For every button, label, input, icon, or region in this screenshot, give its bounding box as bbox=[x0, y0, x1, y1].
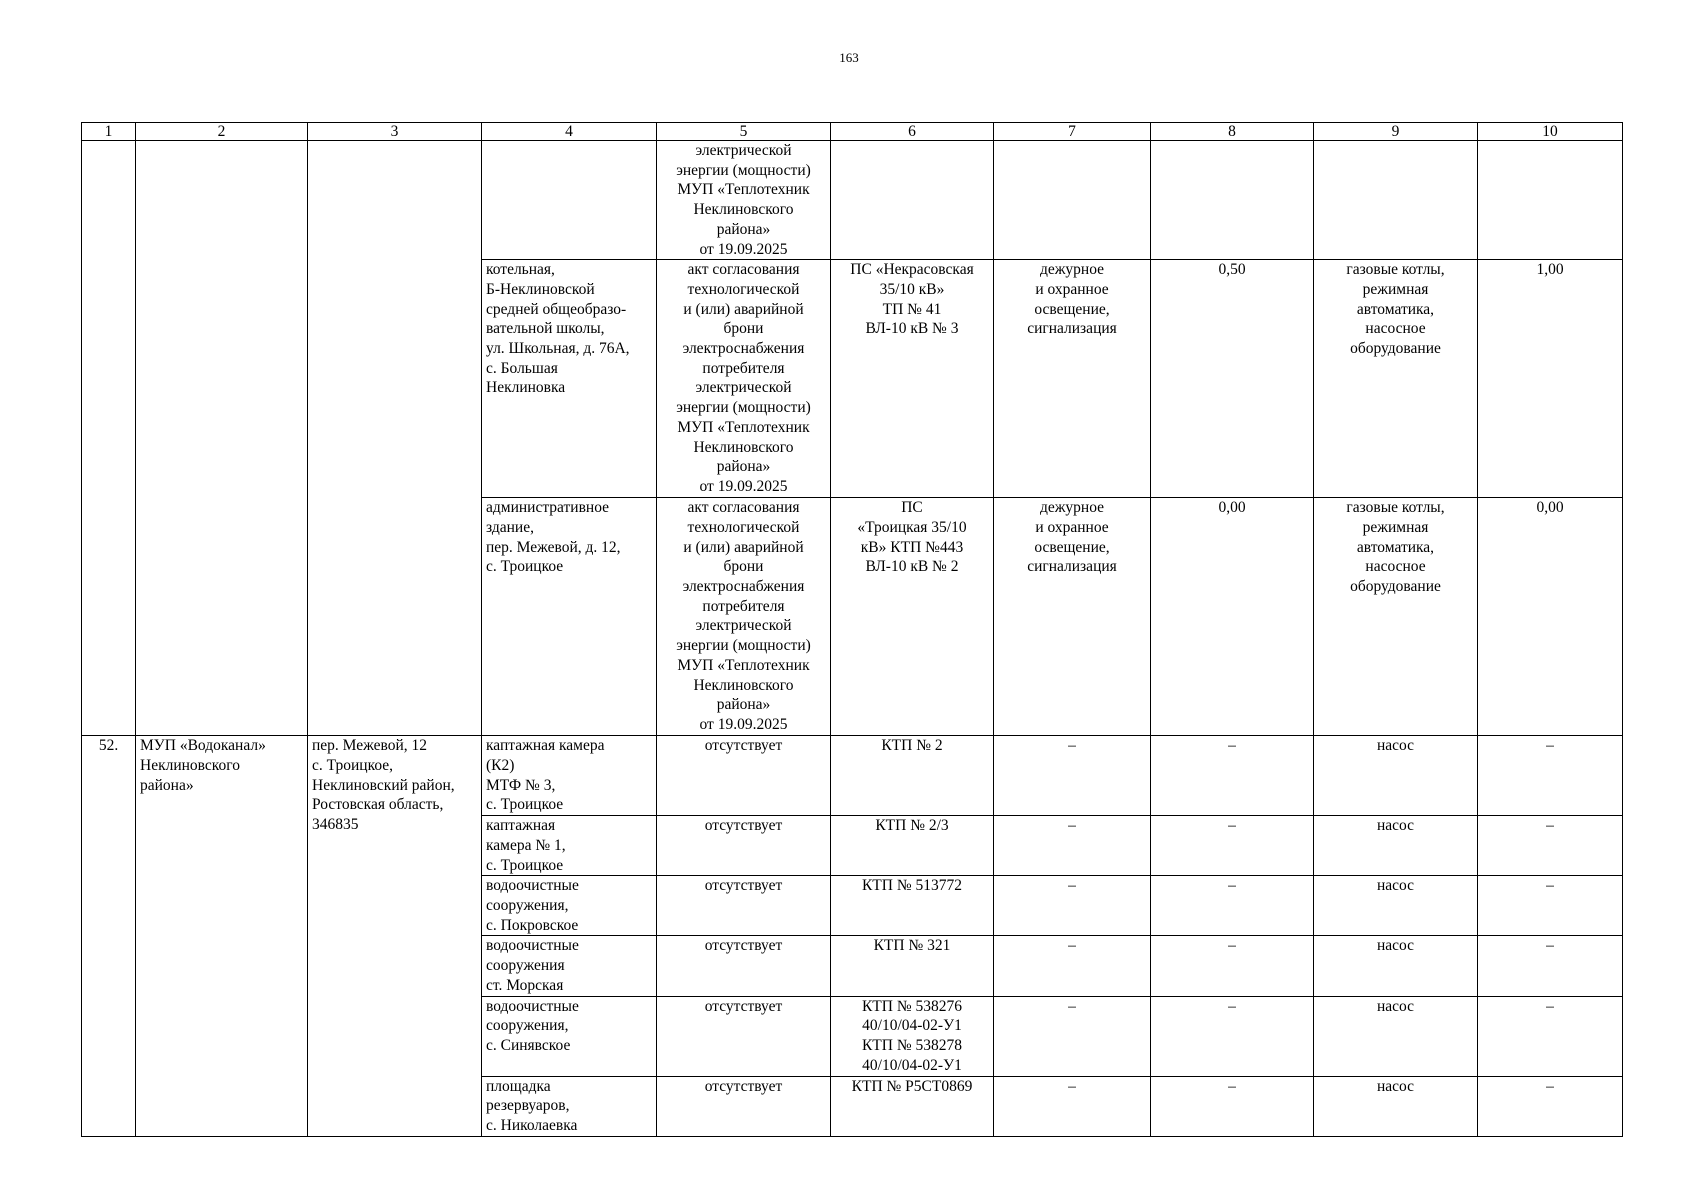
cell-dash-7: – bbox=[994, 1076, 1151, 1136]
header-cell-7: 7 bbox=[994, 123, 1151, 141]
cell-object: административное здание, пер. Межевой, д. 12, с. Троицкое bbox=[482, 498, 657, 736]
cell-dash-10: – bbox=[1478, 736, 1623, 816]
header-cell-8: 8 bbox=[1151, 123, 1314, 141]
cell-num-empty bbox=[82, 141, 136, 736]
cell-equipment: насос bbox=[1314, 736, 1478, 816]
cell-dash-10: – bbox=[1478, 936, 1623, 996]
cell-dash-7: – bbox=[994, 996, 1151, 1076]
header-cell-2: 2 bbox=[136, 123, 308, 141]
cell-value-8: 0,00 bbox=[1151, 498, 1314, 736]
cell-reserve-act: отсутствует bbox=[657, 736, 831, 816]
header-cell-9: 9 bbox=[1314, 123, 1478, 141]
cell-empty-9 bbox=[1314, 141, 1478, 260]
cell-dash-8: – bbox=[1151, 1076, 1314, 1136]
cell-equipment: газовые котлы, режимная автоматика, насосное оборудование bbox=[1314, 498, 1478, 736]
cell-empty-7 bbox=[994, 141, 1151, 260]
cell-row-number: 52. bbox=[82, 736, 136, 1136]
cell-object: каптажная камера (К2) МТФ № 3, с. Троицкое bbox=[482, 736, 657, 816]
cell-power-source: КТП № 513772 bbox=[831, 876, 994, 936]
cell-object: водоочистные сооружения ст. Морская bbox=[482, 936, 657, 996]
cell-power-source: КТП № 321 bbox=[831, 936, 994, 996]
cell-reserve-act: электрической энергии (мощности) МУП «Теплотехник Неклиновского района» от 19.09.2025 bbox=[657, 141, 831, 260]
cell-object: водоочистные сооружения, с. Синявское bbox=[482, 996, 657, 1076]
cell-reserve-act: акт согласования технологической и (или) аварийной брони электроснабжения потребителя электрической энергии (мощности) МУП «Теплотехник Неклиновского района» от 19.09.2025 bbox=[657, 260, 831, 498]
cell-organization: МУП «Водоканал» Неклиновского района» bbox=[136, 736, 308, 1136]
cell-power-source: КТП № 2/3 bbox=[831, 816, 994, 876]
cell-dash-10: – bbox=[1478, 996, 1623, 1076]
document-table bbox=[81, 122, 1623, 1137]
cell-dash-7: – bbox=[994, 736, 1151, 816]
cell-power-source: КТП № 538276 40/10/04-02-У1 КТП № 538278 40/10/04-02-У1 bbox=[831, 996, 994, 1076]
cell-dash-8: – bbox=[1151, 936, 1314, 996]
cell-equipment: насос bbox=[1314, 876, 1478, 936]
header-cell-10: 10 bbox=[1478, 123, 1623, 141]
cell-power-source: КТП № Р5СТ0869 bbox=[831, 1076, 994, 1136]
cell-value-10: 1,00 bbox=[1478, 260, 1623, 498]
cell-dash-8: – bbox=[1151, 816, 1314, 876]
cell-dash-8: – bbox=[1151, 996, 1314, 1076]
cell-address: пер. Межевой, 12 с. Троицкое, Неклиновский район, Ростовская область, 346835 bbox=[308, 736, 482, 1136]
cell-dash-10: – bbox=[1478, 876, 1623, 936]
header-cell-1: 1 bbox=[82, 123, 136, 141]
cell-dash-8: – bbox=[1151, 736, 1314, 816]
cell-reserve-act: отсутствует bbox=[657, 936, 831, 996]
cell-dash-7: – bbox=[994, 936, 1151, 996]
cell-reserve-purpose: дежурное и охранное освещение, сигнализация bbox=[994, 498, 1151, 736]
cell-power-source: ПС «Троицкая 35/10 кВ» КТП №443 ВЛ-10 кВ № 2 bbox=[831, 498, 994, 736]
header-row bbox=[82, 123, 1623, 141]
cell-equipment: насос bbox=[1314, 996, 1478, 1076]
cell-power-source: КТП № 2 bbox=[831, 736, 994, 816]
cell-dash-10: – bbox=[1478, 816, 1623, 876]
cell-reserve-act: отсутствует bbox=[657, 996, 831, 1076]
header-cell-5: 5 bbox=[657, 123, 831, 141]
cell-reserve-act: отсутствует bbox=[657, 816, 831, 876]
cell-dash-7: – bbox=[994, 876, 1151, 936]
cell-object: котельная, Б-Неклиновской средней общеобразо- вательной школы, ул. Школьная, д. 76А, с. Большая Неклиновка bbox=[482, 260, 657, 498]
cell-org-empty bbox=[136, 141, 308, 736]
cell-dash-8: – bbox=[1151, 876, 1314, 936]
table-row-continuation bbox=[82, 141, 1623, 260]
cell-empty-6 bbox=[831, 141, 994, 260]
cell-equipment: газовые котлы, режимная автоматика, насосное оборудование bbox=[1314, 260, 1478, 498]
header-cell-4: 4 bbox=[482, 123, 657, 141]
cell-equipment: насос bbox=[1314, 936, 1478, 996]
cell-equipment: насос bbox=[1314, 816, 1478, 876]
cell-dash-7: – bbox=[994, 816, 1151, 876]
cell-object: водоочистные сооружения, с. Покровское bbox=[482, 876, 657, 936]
header-cell-6: 6 bbox=[831, 123, 994, 141]
cell-power-source: ПС «Некрасовская 35/10 кВ» ТП № 41 ВЛ-10 кВ № 3 bbox=[831, 260, 994, 498]
cell-equipment: насос bbox=[1314, 1076, 1478, 1136]
table-row-52-1 bbox=[82, 736, 1623, 816]
cell-object: каптажная камера № 1, с. Троицкое bbox=[482, 816, 657, 876]
cell-object-empty bbox=[482, 141, 657, 260]
cell-object: площадка резервуаров, с. Николаевка bbox=[482, 1076, 657, 1136]
cell-reserve-act: акт согласования технологической и (или) аварийной брони электроснабжения потребителя электрической энергии (мощности) МУП «Теплотехник Неклиновского района» от 19.09.2025 bbox=[657, 498, 831, 736]
cell-reserve-act: отсутствует bbox=[657, 1076, 831, 1136]
cell-value-8: 0,50 bbox=[1151, 260, 1314, 498]
cell-empty-8 bbox=[1151, 141, 1314, 260]
header-cell-3: 3 bbox=[308, 123, 482, 141]
cell-empty-10 bbox=[1478, 141, 1623, 260]
cell-reserve-purpose: дежурное и охранное освещение, сигнализация bbox=[994, 260, 1151, 498]
cell-value-10: 0,00 bbox=[1478, 498, 1623, 736]
cell-reserve-act: отсутствует bbox=[657, 876, 831, 936]
cell-dash-10: – bbox=[1478, 1076, 1623, 1136]
page-number: 163 bbox=[839, 50, 859, 65]
cell-address-empty bbox=[308, 141, 482, 736]
